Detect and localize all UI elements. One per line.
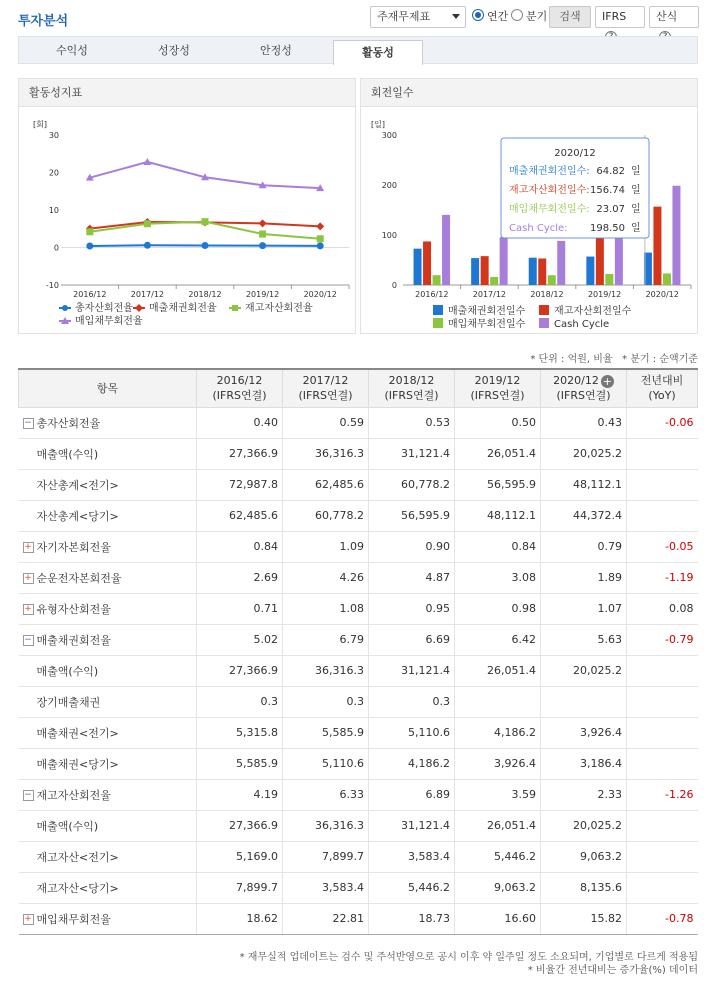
cell-value: 0.50 [455,407,541,438]
bar [586,257,594,285]
row-label [19,872,197,903]
row-label [19,624,197,655]
collapse-icon[interactable]: − [24,790,32,800]
table-row [19,779,698,810]
header-period [455,369,541,407]
row-label [19,562,197,593]
row-label-text: 매출액(수익) [36,447,99,461]
cell-yoy: -1.26 [627,779,698,810]
cell-value: 27,366.9 [197,438,283,469]
cell-value: 62,485.6 [197,500,283,531]
period-basis: (IFRS연결) [212,389,267,403]
cell-value: 1.07 [541,593,627,624]
cell-value: 7,899.7 [197,872,283,903]
legend-label: 총자산회전율 [75,303,133,314]
cell-value: 0.90 [369,531,455,562]
y-tick-label: 20 [48,168,59,178]
y-unit-label: [일] [371,120,385,129]
row-label-text: 유형자산회전율 [36,602,111,616]
table-row [19,748,698,779]
expand-icon[interactable]: + [24,542,32,552]
cell-value: 56,595.9 [455,469,541,500]
cell-value: 4.87 [369,562,455,593]
tab-profitability[interactable]: 수익성 [56,44,88,57]
cell-value: 31,121.4 [369,438,455,469]
cell-value: 20,025.2 [541,655,627,686]
cell-yoy [627,438,698,469]
bar [538,259,546,286]
period-year: 2017/12 [302,374,349,388]
row-label-text: 매입채무회전율 [36,912,111,926]
bar [548,275,556,285]
table-row [19,438,698,469]
expand-icon[interactable]: + [24,573,32,583]
cell-value: 3,583.4 [369,841,455,872]
y-tick-label: 30 [48,131,59,140]
cell-value: 5,110.6 [369,717,455,748]
row-label [19,686,197,717]
y-tick-label: 10 [48,206,59,215]
cell-value: 6.33 [283,779,369,810]
data-point [259,242,266,249]
cell-value: 0.71 [197,593,283,624]
data-point [259,219,267,227]
tab-activity[interactable]: 활동성 [333,40,423,65]
legend-label: 매입채무회전율 [75,316,143,327]
cell-value: 1.08 [283,593,369,624]
cell-value: 26,051.4 [455,655,541,686]
header-period [541,369,627,407]
row-label [19,531,197,562]
chart-tooltip [501,138,649,238]
cell-value: 1.09 [283,531,369,562]
cell-value: 0.3 [369,686,455,717]
period-basis: (IFRS연결) [556,389,611,403]
cell-value: 0.79 [541,531,627,562]
cell-yoy: 0.08 [627,593,698,624]
bar [442,215,450,285]
bar [605,274,613,285]
row-label [19,748,197,779]
unit-notes [530,350,698,365]
activity-table [18,368,698,935]
table-row [19,469,698,500]
cell-value: 3.08 [455,562,541,593]
data-point [202,242,209,249]
quarter-radio-label[interactable]: 분기 [526,10,548,23]
period-basis: (IFRS연결) [298,389,353,403]
row-label-text: 재고자산회전율 [36,788,111,802]
x-tick-label: 2017/12 [472,290,507,299]
cell-value: 3,583.4 [283,872,369,903]
expand-icon[interactable]: + [24,914,32,924]
cell-value: 36,316.3 [283,655,369,686]
bar [557,241,565,285]
data-point [259,231,266,238]
table-header-row [19,369,698,407]
row-label [19,469,197,500]
cell-value: 0.98 [455,593,541,624]
statement-type-select[interactable] [370,6,466,28]
footer-notes [240,951,698,977]
header-period [197,369,283,407]
legend-swatch [539,318,549,328]
cell-value [541,686,627,717]
cell-value: 8,135.6 [541,872,627,903]
yoy-header-text: (YoY) [648,389,676,403]
select-value: 주재무제표 [377,10,431,23]
cell-value: 5,315.8 [197,717,283,748]
cell-value: 31,121.4 [369,810,455,841]
x-tick-label: 2020/12 [645,290,679,299]
bar [653,207,661,285]
cell-yoy [627,655,698,686]
x-tick-label: 2016/12 [415,290,449,299]
row-label-text: 매출채권회전율 [36,633,111,647]
legend-label: 매출채권회전율 [149,303,217,314]
data-point [317,242,324,249]
cell-value: 31,121.4 [369,655,455,686]
cell-value: 62,485.6 [283,469,369,500]
cell-yoy [627,872,698,903]
footer-note-1: * 재무실적 업데이트는 검수 및 주석반영으로 공시 이후 약 일주일 정도 소요되며, 기업별로 다르게 적용됨 [239,952,698,963]
cell-value: 15.82 [541,903,627,934]
cell-value: 48,112.1 [541,469,627,500]
legend-label: Cash Cycle [554,319,610,330]
y-tick-label: 0 [391,281,397,290]
legend-marker [62,305,68,311]
tooltip-value: 156.74 [590,185,625,196]
tooltip-unit: 일 [631,204,641,215]
cell-value: 0.43 [541,407,627,438]
cell-value: 5,585.9 [197,748,283,779]
row-label [19,438,197,469]
cell-value: 0.84 [197,531,283,562]
table-row [19,717,698,748]
cell-value: 5,585.9 [283,717,369,748]
cell-value: 2.33 [541,779,627,810]
cell-value: 7,899.7 [283,841,369,872]
table-row [19,500,698,531]
period-year: 2016/12 [216,374,263,388]
footer-note-2: * 비율간 전년대비는 증가율(%) 데이터 [527,965,698,976]
turnover-days-bar-chart [361,107,697,333]
cell-value: 6.79 [283,624,369,655]
y-unit-label: [회] [33,120,47,129]
table-row [19,531,698,562]
cell-value: 16.60 [455,903,541,934]
table-row [19,903,698,934]
cell-value: 0.40 [197,407,283,438]
legend-swatch [433,305,443,315]
table-row [19,810,698,841]
table-row [19,686,698,717]
calc-label: 산식 [656,10,678,23]
unit-note: * 단위 : 억원, 비율 [530,354,613,365]
header-period [283,369,369,407]
turnover-days-chart-panel [360,78,698,334]
row-label-text: 순운전자본회전율 [36,571,122,585]
cell-value: 0.84 [455,531,541,562]
bar [423,241,431,285]
data-point [317,235,324,242]
cell-value: 1.89 [541,562,627,593]
period-basis: (IFRS연결) [470,389,525,403]
legend-swatch [539,305,549,315]
bar [663,273,671,285]
tooltip-label: 매출채권회전일수: [509,166,590,177]
legend-label: 재고자산회전일수 [554,306,632,317]
period-basis: (IFRS연결) [384,389,439,403]
cell-value: 56,595.9 [369,500,455,531]
cell-yoy [627,500,698,531]
data-point [144,242,151,249]
legend-swatch [433,318,443,328]
data-point [143,158,151,165]
row-label [19,810,197,841]
panel-title: 활동성지표 [19,79,355,107]
legend-label: 매출채권회전일수 [448,306,526,317]
header-period [369,369,455,407]
bar [490,277,498,285]
row-label [19,717,197,748]
x-tick-label: 2017/12 [130,290,165,299]
cell-value: 3,186.4 [541,748,627,779]
quarter-radio[interactable] [511,9,523,21]
cell-value: 48,112.1 [455,500,541,531]
cell-value: 26,051.4 [455,438,541,469]
cell-value: 4.19 [197,779,283,810]
quarter-note: * 분기 : 순액기준 [622,354,698,365]
cell-value: 36,316.3 [283,810,369,841]
y-tick-label: 300 [381,131,397,140]
y-tick-label: 0 [53,243,59,253]
tooltip-value: 23.07 [596,204,625,215]
legend-label: 재고자산회전율 [245,303,313,314]
table-row [19,655,698,686]
row-label [19,407,197,438]
activity-line-chart [19,107,355,333]
cell-value: 5,446.2 [369,872,455,903]
data-point [202,218,209,225]
row-label-text: 매출액(수익) [36,819,99,833]
tooltip-unit: 일 [631,166,641,177]
bar [433,275,441,285]
legend-marker [135,304,143,312]
collapse-icon[interactable]: − [24,418,32,428]
x-tick-label: 2019/12 [587,290,622,299]
ifrs-help-button[interactable] [595,6,645,28]
cell-yoy [627,841,698,872]
period-year: 2018/12 [388,374,435,388]
tooltip-label: 재고자산회전일수: [509,185,590,196]
x-tick-label: 2018/12 [530,290,564,299]
row-label-text: 매출액(수익) [36,664,99,678]
panel-title: 회전일수 [361,79,697,107]
row-label [19,500,197,531]
row-label-text: 자기자본회전율 [36,540,111,554]
cell-value: 9,063.2 [455,872,541,903]
data-point [86,243,93,250]
cell-value: 3,926.4 [455,748,541,779]
cell-value: 27,366.9 [197,810,283,841]
cell-value: 20,025.2 [541,810,627,841]
cell-value: 0.53 [369,407,455,438]
row-label-text: 장기매출채권 [36,695,101,709]
cell-yoy [627,686,698,717]
page-title: 투자분석 [18,14,69,29]
cell-value: 0.95 [369,593,455,624]
y-tick-label: -10 [45,281,59,290]
row-label-text: 자산총계<당기> [36,509,119,523]
cell-value: 0.59 [283,407,369,438]
cell-value: 18.73 [369,903,455,934]
cell-yoy: -0.06 [627,407,698,438]
cell-value: 3,926.4 [541,717,627,748]
row-label [19,593,197,624]
tooltip-title: 2020/12 [554,148,596,159]
table-row [19,841,698,872]
cell-value: 5,110.6 [283,748,369,779]
row-label-text: 재고자산<전기> [36,850,119,864]
row-label [19,655,197,686]
cell-yoy [627,748,698,779]
cell-value: 5.63 [541,624,627,655]
x-tick-label: 2019/12 [245,290,280,299]
cell-value: 18.62 [197,903,283,934]
y-tick-label: 200 [381,181,397,190]
row-label [19,779,197,810]
bar [500,237,508,285]
legend-label: 매입채무회전일수 [448,319,526,330]
row-label-text: 재고자산<당기> [36,881,119,895]
cell-value: 4.26 [283,562,369,593]
cell-value: 6.89 [369,779,455,810]
data-point [316,222,324,230]
table-row [19,562,698,593]
table-row [19,872,698,903]
period-year: 2020/12 + [553,374,612,388]
cell-value: 2.69 [197,562,283,593]
y-tick-label: 100 [381,231,397,240]
table-row [19,593,698,624]
formula-help-button[interactable] [649,6,699,28]
collapse-icon[interactable]: − [24,635,32,645]
cell-value: 44,372.4 [541,500,627,531]
tooltip-value: 198.50 [590,223,625,234]
tab-bar [18,36,698,64]
cell-value: 5,169.0 [197,841,283,872]
header-yoy [627,369,698,407]
table-row [19,407,698,438]
tab-growth[interactable]: 성장성 [158,44,190,57]
chevron-down-icon [452,14,460,19]
cell-value: 36,316.3 [283,438,369,469]
cell-value: 60,778.2 [369,469,455,500]
row-label-text: 매출채권<당기> [36,757,119,771]
cell-value: 4,186.2 [369,748,455,779]
tooltip-label: Cash Cycle: [509,223,568,234]
cell-value: 5.02 [197,624,283,655]
ifrs-label: IFRS [602,10,627,23]
period-year: 2019/12 [474,374,521,388]
add-period-icon[interactable]: + [602,374,612,388]
cell-yoy: -0.79 [627,624,698,655]
annual-radio[interactable] [472,9,484,21]
data-point [144,220,151,227]
cell-value: 0.3 [197,686,283,717]
activity-chart-panel [18,78,356,334]
row-label [19,903,197,934]
bar [596,234,604,285]
cell-value: 9,063.2 [541,841,627,872]
cell-value: 60,778.2 [283,500,369,531]
cell-value: 26,051.4 [455,810,541,841]
row-label-text: 자산총계<전기> [36,478,119,492]
tooltip-value: 64.82 [596,166,625,177]
data-point [86,228,93,235]
x-tick-label: 2018/12 [188,290,222,299]
x-tick-label: 2016/12 [73,290,107,299]
row-label-text: 총자산회전율 [36,416,101,430]
cell-value: 6.69 [369,624,455,655]
header-item: 항목 [19,369,197,407]
cell-value: 20,025.2 [541,438,627,469]
cell-value: 6.42 [455,624,541,655]
row-label [19,841,197,872]
tooltip-unit: 일 [631,223,641,234]
table-row [19,624,698,655]
row-label-text: 매출채권<전기> [36,726,119,740]
tooltip-unit: 일 [631,185,641,196]
cell-value: 72,987.8 [197,469,283,500]
tab-stability[interactable]: 안정성 [260,44,292,57]
annual-radio-label[interactable]: 연간 [487,10,509,23]
bar [471,258,479,285]
cell-value: 0.3 [283,686,369,717]
legend-marker [232,305,238,311]
cell-value: 5,446.2 [455,841,541,872]
cell-yoy [627,717,698,748]
cell-value: 3.59 [455,779,541,810]
expand-icon[interactable]: + [24,604,32,614]
cell-value: 4,186.2 [455,717,541,748]
bar [414,249,422,285]
bar [481,256,489,285]
cell-value: 22.81 [283,903,369,934]
cell-value: 27,366.9 [197,655,283,686]
cell-yoy: -0.78 [627,903,698,934]
search-button[interactable]: 검색 [549,6,591,28]
cell-yoy [627,469,698,500]
cell-value [455,686,541,717]
x-tick-label: 2020/12 [303,290,337,299]
cell-yoy: -1.19 [627,562,698,593]
cell-yoy: -0.05 [627,531,698,562]
cell-yoy [627,810,698,841]
bar [672,186,680,285]
bar [529,258,537,285]
tooltip-label: 매입채무회전일수: [509,204,590,215]
yoy-header-text: 전년대비 [640,374,684,388]
